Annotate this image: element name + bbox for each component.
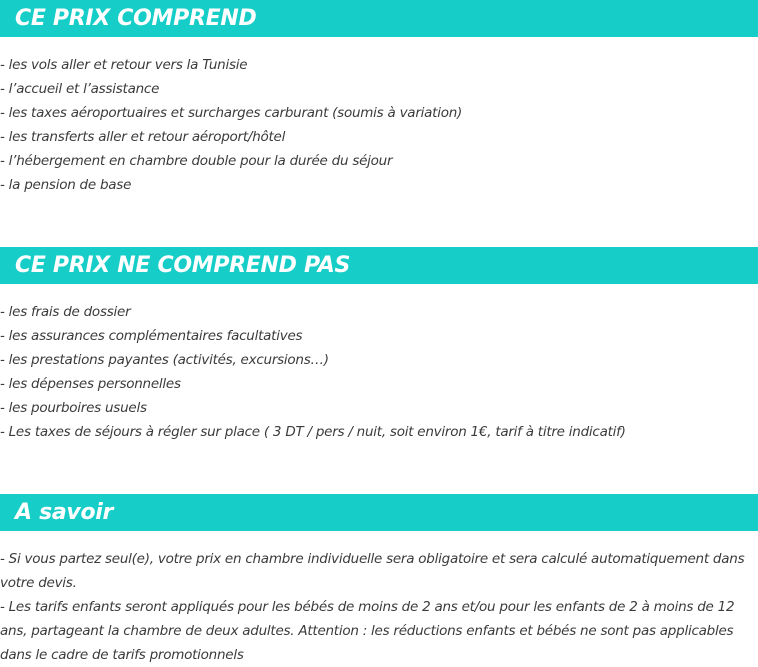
list-item: - les vols aller et retour vers la Tunisie [0,57,248,73]
list-item: - Les taxes de séjours à régler sur place ( 3 DT / pers / nuit, soit environ 1€, tarif à titre indicatif) [0,424,626,440]
section-title: CE PRIX COMPREND [15,6,257,31]
excluded-items-list [0,300,758,444]
list-item: - Les tarifs enfants seront appliqués pour les bébés de moins de 2 ans et/ou pour les enfants de 2 à moins de 12 ans, partageant la chambre de deux adultes. Attention : les réductions enfants et bébés ne sont pas applicables dans le cadre de tarifs promotionnels [0,599,735,663]
list-item: - la pension de base [0,177,132,193]
list-item: - Si vous partez seul(e), votre prix en chambre individuelle sera obligatoire et sera calculé automatiquement dans votre devis. [0,551,745,591]
included-items-list [0,53,758,197]
section-price-excludes [0,247,758,444]
list-item: - les taxes aéroportuaires et surcharges carburant (soumis à variation) [0,105,463,121]
info-items-list [0,547,758,667]
section-header-good-to-know [0,494,758,531]
section-title: A savoir [15,500,114,525]
list-item: - les dépenses personnelles [0,376,181,392]
section-header-price-excludes [0,247,758,284]
list-item: - les prestations payantes (activités, excursions…) [0,352,329,368]
list-item: - l’accueil et l’assistance [0,81,160,97]
section-price-includes [0,0,758,197]
list-item: - les assurances complémentaires facultatives [0,328,303,344]
section-title: CE PRIX NE COMPREND PAS [15,253,351,278]
section-header-price-includes [0,0,758,37]
list-item: - les pourboires usuels [0,400,147,416]
list-item: - l’hébergement en chambre double pour la durée du séjour [0,153,393,169]
list-item: - les transferts aller et retour aéroport/hôtel [0,129,286,145]
section-good-to-know [0,494,758,667]
list-item: - les frais de dossier [0,304,131,320]
